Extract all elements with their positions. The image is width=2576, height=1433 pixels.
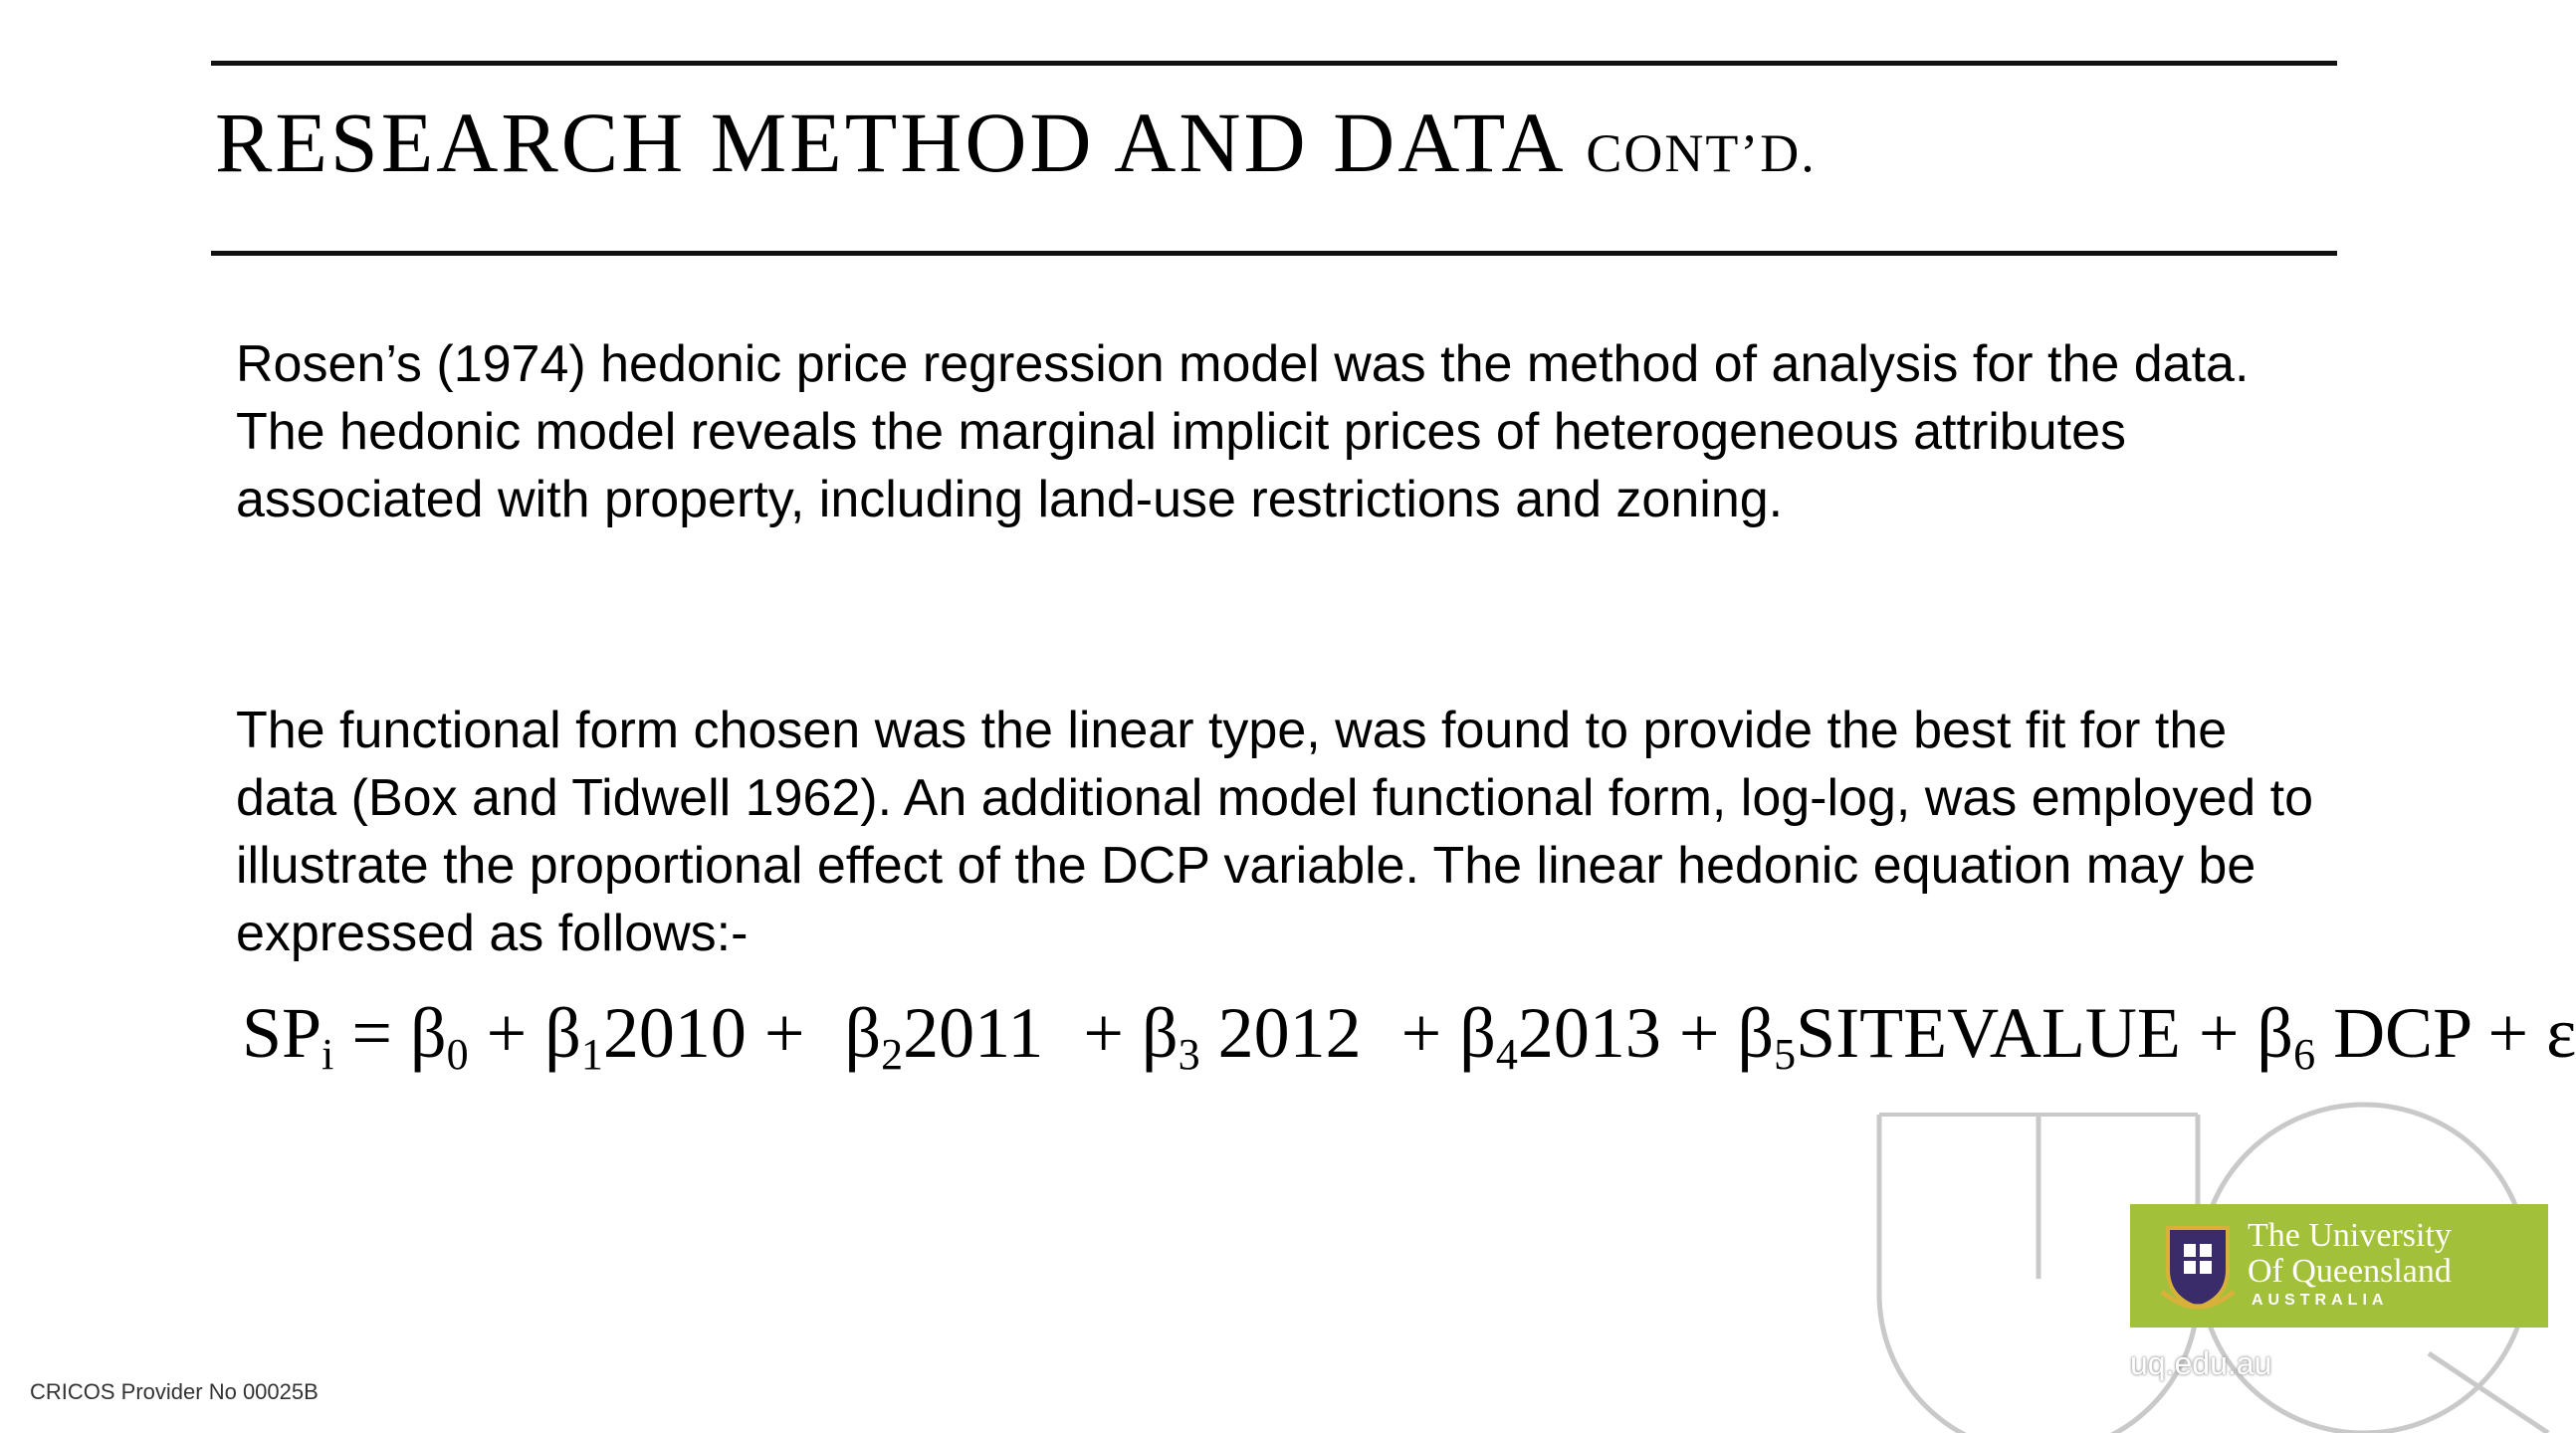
eq-beta-0: β bbox=[409, 993, 447, 1073]
eq-beta-4-sub: 4 bbox=[1495, 1030, 1518, 1079]
eq-beta-1: β bbox=[544, 993, 581, 1073]
eq-beta-6: β bbox=[2256, 993, 2294, 1073]
eq-beta-2-sub: 2 bbox=[881, 1030, 904, 1079]
eq-plus-7: + bbox=[2469, 993, 2547, 1073]
eq-plus-4: + bbox=[1383, 993, 1460, 1073]
logo-line-2: Of Queensland bbox=[2248, 1253, 2452, 1290]
title-bottom-rule bbox=[211, 251, 2337, 256]
cricos-provider-number: CRICOS Provider No 00025B bbox=[30, 1379, 319, 1404]
eq-plus-2: + bbox=[746, 993, 823, 1073]
eq-beta-6-sub: 6 bbox=[2293, 1030, 2316, 1079]
eq-var-sitevalue: SITEVALUE bbox=[1796, 993, 2181, 1073]
eq-plus-1: + bbox=[468, 993, 545, 1073]
eq-equals: = bbox=[333, 993, 410, 1073]
eq-lhs: SP bbox=[242, 993, 322, 1073]
hedonic-equation bbox=[242, 993, 2576, 1079]
eq-beta-3: β bbox=[1142, 993, 1179, 1073]
crest-icon bbox=[2160, 1222, 2236, 1312]
slide-title-suffix: CONT’D. bbox=[1586, 123, 1817, 183]
paragraph-functional-form: The functional form chosen was the linear type, was found to provide the best fit for the data (Box and Tidwell 1962). An additional model functional form, log-log, was employed to illustrate the proportional effect of the DCP variable. The linear hedonic equation may be expressed as follows:- bbox=[236, 702, 2313, 962]
slide-title-main: RESEARCH METHOD AND DATA bbox=[215, 95, 1562, 190]
website-link[interactable]: uq.edu.au bbox=[2130, 1345, 2272, 1381]
eq-beta-1-sub: 1 bbox=[580, 1030, 603, 1079]
eq-var-2011: 2011 bbox=[903, 993, 1044, 1073]
eq-beta-5: β bbox=[1737, 993, 1775, 1073]
slide-title bbox=[215, 95, 1817, 190]
eq-error-term: ε bbox=[2546, 993, 2576, 1073]
title-top-rule bbox=[211, 61, 2337, 66]
logo-line-1: The University bbox=[2248, 1217, 2452, 1254]
logo-wordmark bbox=[2248, 1218, 2452, 1290]
eq-plus-5: + bbox=[1660, 993, 1738, 1073]
eq-lhs-sub: i bbox=[322, 1030, 334, 1079]
eq-beta-5-sub: 5 bbox=[1774, 1030, 1797, 1079]
paragraph-method: Rosen’s (1974) hedonic price regression model was the method of analysis for the data. The hedonic model reveals the marginal implicit prices of heterogeneous attributes associated with property, including land-use restrictions and zoning. bbox=[236, 335, 2250, 528]
eq-var-2010: 2010 bbox=[602, 993, 747, 1073]
logo-country: AUSTRALIA bbox=[2252, 1292, 2389, 1309]
eq-plus-3: + bbox=[1065, 993, 1143, 1073]
eq-beta-0-sub: 0 bbox=[446, 1030, 469, 1079]
eq-beta-2: β bbox=[844, 993, 882, 1073]
eq-beta-4: β bbox=[1459, 993, 1496, 1073]
eq-beta-3-sub: 3 bbox=[1178, 1030, 1200, 1079]
eq-var-2013: 2013 bbox=[1517, 993, 1661, 1073]
eq-var-2012: 2012 bbox=[1199, 993, 1362, 1073]
eq-plus-6: + bbox=[2180, 993, 2257, 1073]
uq-logo bbox=[2130, 1204, 2548, 1328]
eq-var-dcp: DCP bbox=[2315, 993, 2470, 1073]
